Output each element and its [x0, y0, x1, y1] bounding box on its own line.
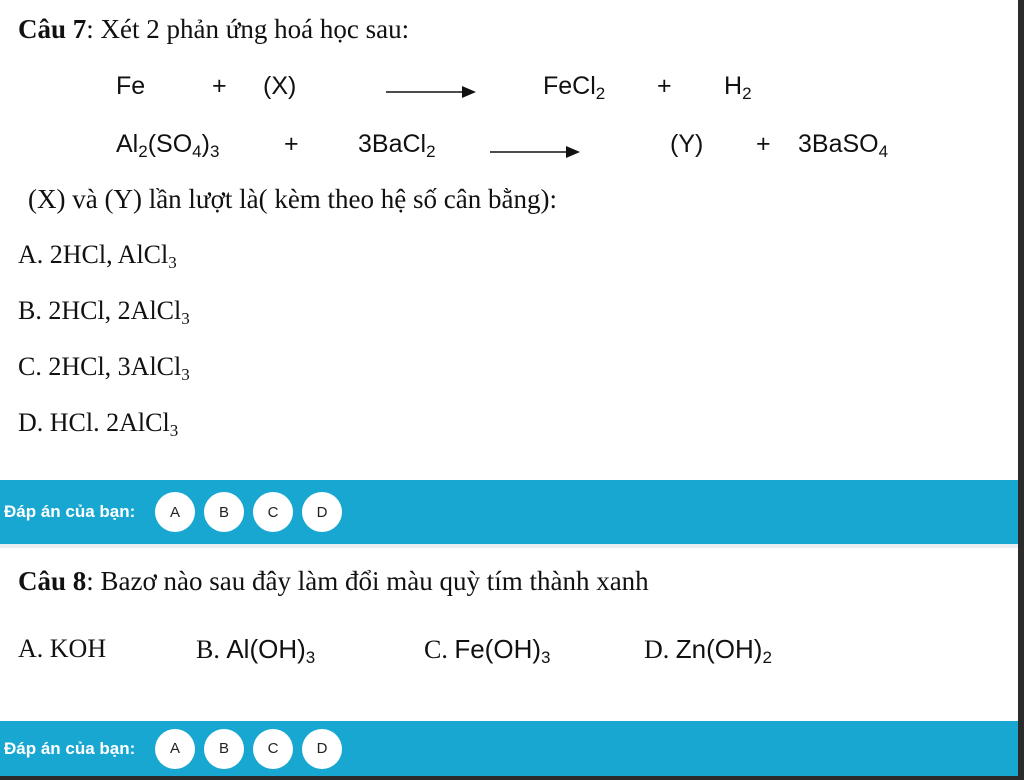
eq2-plus-1: +: [284, 130, 299, 158]
q8-choice-c-button[interactable]: C: [253, 729, 293, 769]
question-8-title: Câu 8: Bazơ nào sau đây làm đổi màu quỳ tím thành xanh: [18, 566, 649, 596]
eq2-arrow-icon: [490, 142, 580, 162]
q7-choice-d-button[interactable]: D: [302, 492, 342, 532]
q8-option-b: B. $Al(OH)_3$: [196, 634, 316, 667]
eq2-reactant-al2so43: $Al_2(SO_4)_3$: [116, 130, 220, 161]
q7-option-b: B. 2HCl, 2AlCl$_3$: [18, 296, 190, 328]
eq1-product-fecl2: FeCl$_2$: [543, 72, 606, 103]
answer-bar-label-2: Đáp án của bạn:: [4, 738, 136, 758]
eq2-plus-2: +: [756, 130, 771, 158]
q8-choice-a-button[interactable]: A: [155, 729, 195, 769]
q7-option-d: D. HCl. 2AlCl$_3$: [18, 408, 179, 440]
q7-choice-a-button[interactable]: A: [155, 492, 195, 532]
answer-bar-label: Đáp án của bạn:: [4, 502, 136, 521]
answer-bar-q8: [0, 721, 1018, 776]
q8-option-d: D. $Zn(OH)_2$: [644, 634, 772, 667]
answer-bar-q7: [0, 480, 1018, 544]
q7-option-c: C. 2HCl, 3AlCl$_3$: [18, 352, 190, 384]
question-7-title: Câu 7: Xét 2 phản ứng hoá học sau:: [18, 14, 410, 44]
q8-option-a: A. KOH: [18, 634, 107, 663]
eq2-product-y: (Y): [670, 130, 704, 158]
eq1-product-h2: $H_2$: [724, 72, 752, 103]
q7-option-a: A. 2HCl, AlCl$_3$: [18, 240, 177, 272]
eq1-arrow-icon: [386, 82, 476, 102]
window-bottom-edge: [0, 776, 1024, 780]
q8-choice-b-button[interactable]: B: [204, 729, 244, 769]
q8-option-c: C. $Fe(OH)_3$: [424, 634, 551, 667]
question-8: [0, 548, 1018, 720]
eq1-plus-1: +: [212, 72, 227, 100]
q7-choice-b-button[interactable]: B: [204, 492, 244, 532]
eq1-plus-2: +: [657, 72, 672, 100]
eq1-reactant-x: (X): [263, 72, 297, 100]
eq1-reactant-fe: Fe: [116, 72, 146, 100]
eq2-product-baso4: 3BaSO$_4$: [798, 130, 889, 161]
question-7-prompt: (X) và (Y) lần lượt là( kèm theo hệ số cân bằng):: [28, 184, 557, 214]
q7-choice-c-button[interactable]: C: [253, 492, 293, 532]
eq2-reactant-bacl2: 3BaCl$_2$: [358, 130, 436, 161]
window-right-edge: [1018, 0, 1024, 780]
q8-choice-d-button[interactable]: D: [302, 729, 342, 769]
